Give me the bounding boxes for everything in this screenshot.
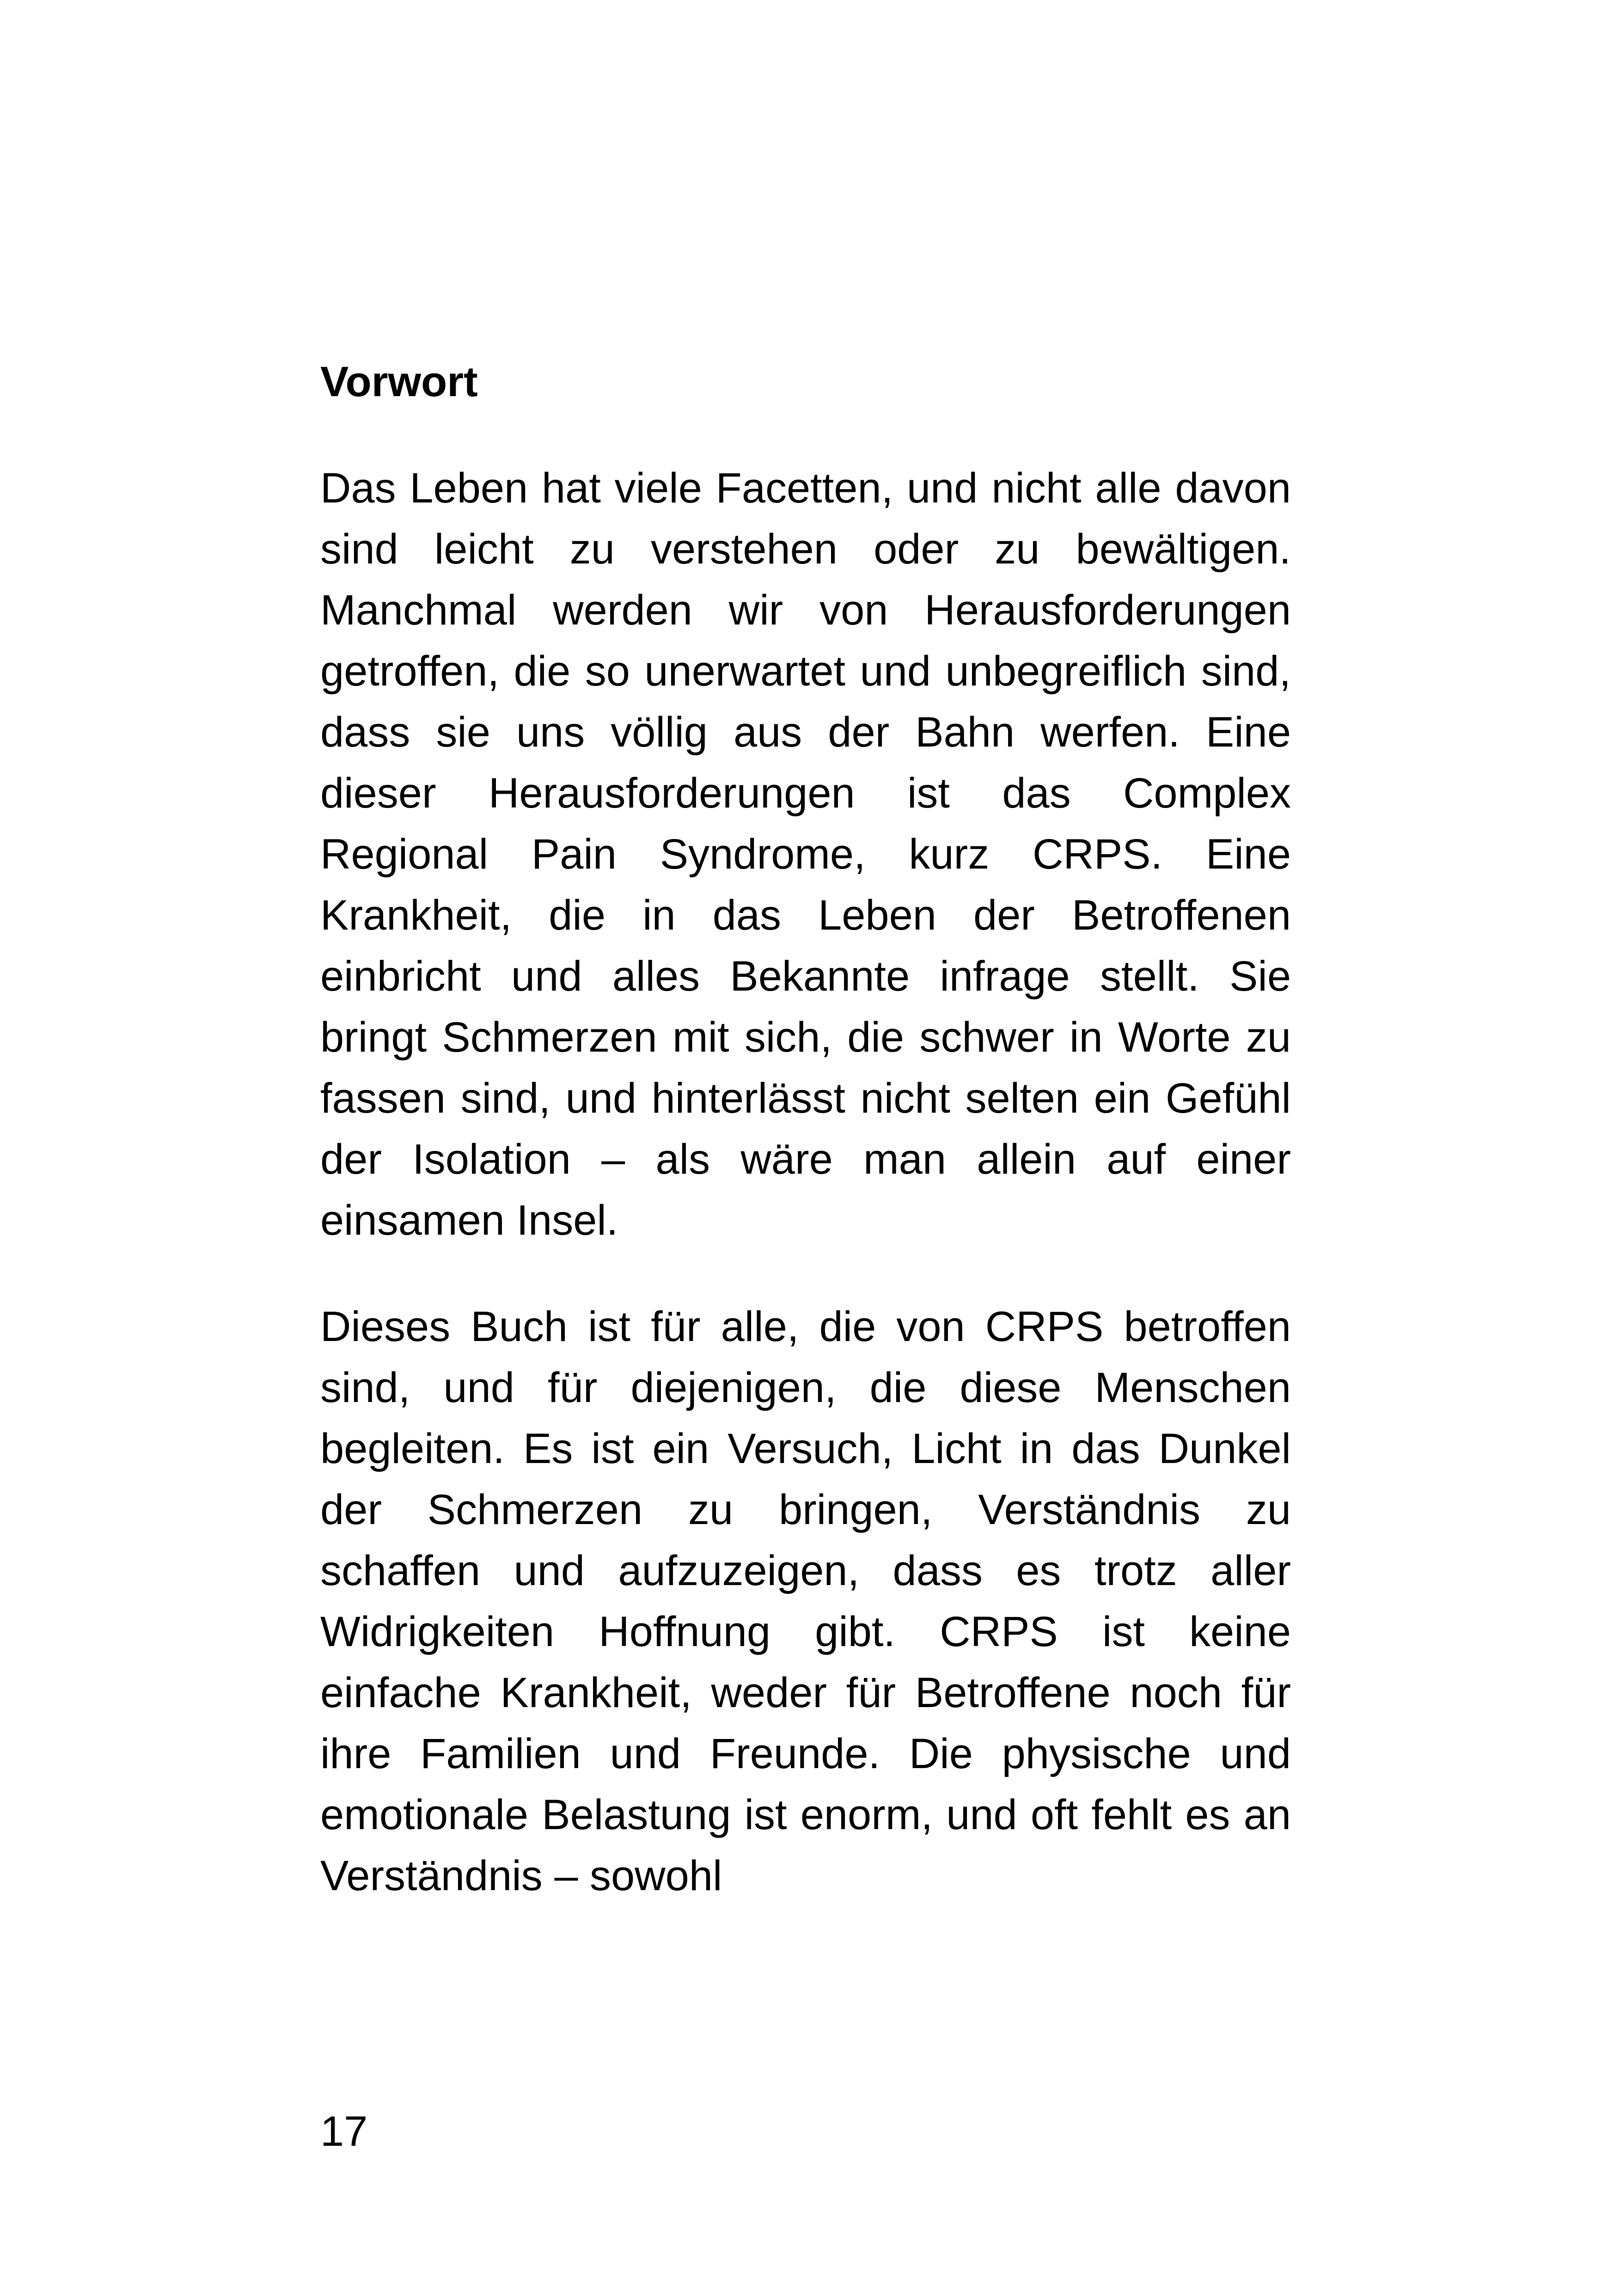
page-number: 17 (320, 2108, 368, 2155)
text-block (320, 351, 1291, 1906)
paragraph-intro: Das Leben hat viele Facetten, und nicht alle davon sind leicht zu verstehen oder zu bewältigen. Manchmal werden wir von Herausforderungen getroffen, die so unerwartet und unbegreiflich sind, dass sie uns völlig aus der Bahn werfen. Eine dieser Herausforderungen ist das Complex Regional Pain Syndrome, kurz CRPS. Eine Krankheit, die in das Leben der Betroffenen einbricht und alles Bekannte infrage stellt. Sie bringt Schmerzen mit sich, die schwer in Worte zu fassen sind, und hinterlässt nicht selten ein Gefühl der Isolation – als wäre man allein auf einer einsamen Insel. (320, 465, 1291, 1244)
section-title: Vorwort (320, 358, 478, 405)
paragraph-audience: Dieses Buch ist für alle, die von CRPS betroffen sind, und für diejenigen, die diese Menschen begleiten. Es ist ein Versuch, Licht in das Dunkel der Schmerzen zu bringen, Verständnis zu schaffen und aufzuzeigen, dass es trotz aller Widrigkeiten Hoffnung gibt. CRPS ist keine einfache Krankheit, weder für Betroffene noch für ihre Familien und Freunde. Die physische und emotionale Belastung ist enorm, und oft fehlt es an Verständnis – sowohl (320, 1303, 1291, 1899)
